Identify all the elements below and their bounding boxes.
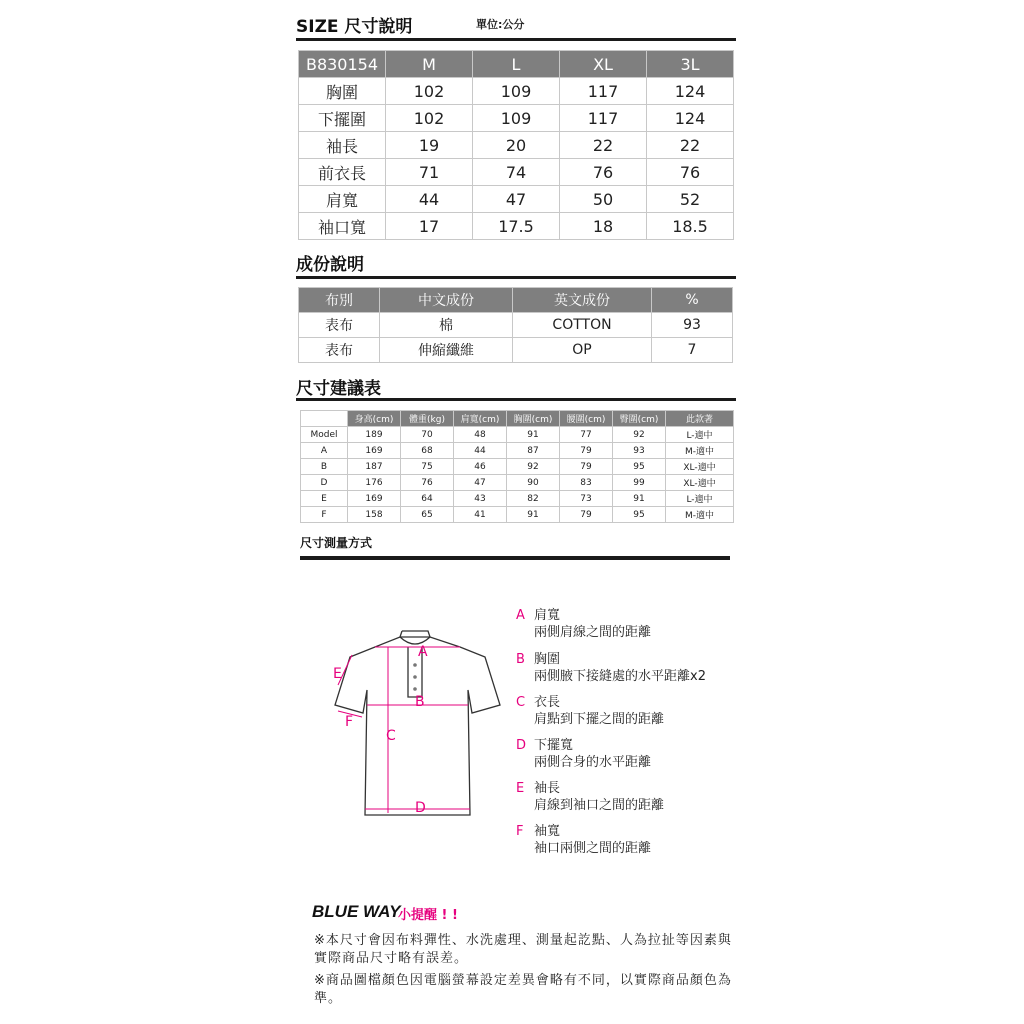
diagram-label-c: C [386, 728, 396, 744]
suggest-table-row [301, 491, 734, 507]
suggest-cell: XL-適中 [666, 475, 734, 491]
suggest-cell: XL-適中 [666, 459, 734, 475]
legend-letter: E [516, 781, 525, 796]
size-table-row [299, 186, 734, 213]
material-section-header [296, 250, 736, 279]
suggest-cell: 169 [348, 491, 401, 507]
suggest-header-cell: 肩寬(cm) [454, 411, 507, 427]
size-cell: 22 [647, 132, 734, 159]
suggest-table [300, 410, 734, 523]
size-cell: 76 [560, 159, 647, 186]
size-cell: 117 [560, 78, 647, 105]
legend-desc: 肩點到下擺之間的距離 [534, 712, 665, 727]
legend-name: 肩寬 [534, 608, 561, 623]
size-table-row [299, 213, 734, 240]
diagram-label-f: F [345, 714, 354, 730]
suggest-cell: 92 [507, 459, 560, 475]
material-cell: OP [513, 338, 652, 363]
diagram-label-e: E [333, 666, 342, 682]
legend-letter: A [516, 608, 525, 623]
legend-desc: 兩側腋下接縫處的水平距離x2 [534, 669, 706, 684]
material-cell: 7 [652, 338, 733, 363]
material-table-row [299, 313, 733, 338]
diagram-label-a: A [418, 644, 428, 660]
suggest-header-cell: 臀圍(cm) [613, 411, 666, 427]
suggest-header-cell: 腰圍(cm) [560, 411, 613, 427]
size-cell: 袖口寬 [299, 213, 386, 240]
suggest-cell: 169 [348, 443, 401, 459]
suggest-cell: 65 [401, 507, 454, 523]
suggest-cell: Model [301, 427, 348, 443]
suggest-cell: 44 [454, 443, 507, 459]
suggest-cell: L-適中 [666, 427, 734, 443]
material-section-title: 成份說明 [296, 255, 364, 275]
size-table-row [299, 105, 734, 132]
legend-letter: F [516, 824, 524, 839]
suggest-cell: 47 [454, 475, 507, 491]
size-cell: 102 [386, 78, 473, 105]
suggest-cell: 83 [560, 475, 613, 491]
suggest-cell: 79 [560, 507, 613, 523]
size-cell: 下擺圍 [299, 105, 386, 132]
suggest-table-row [301, 507, 734, 523]
suggest-header-cell: 體重(kg) [401, 411, 454, 427]
suggest-header-cell: 此款著 [666, 411, 734, 427]
legend-desc: 袖口兩側之間的距離 [534, 841, 652, 856]
legend-item-d [516, 737, 651, 771]
legend-name: 袖長 [534, 781, 561, 796]
size-table-row [299, 78, 734, 105]
size-cell: 124 [647, 78, 734, 105]
legend-item-c [516, 694, 664, 728]
size-cell: 胸圍 [299, 78, 386, 105]
reminder-note-2: ※商品圖檔顏色因電腦螢幕設定差異會略有不同，以實際商品顏色為準。 [314, 973, 732, 1006]
suggest-table-row [301, 443, 734, 459]
suggest-header-cell [301, 411, 348, 427]
size-cell: 20 [473, 132, 560, 159]
suggest-cell: 90 [507, 475, 560, 491]
legend-item-a [516, 607, 651, 641]
measure-section-header [300, 532, 730, 560]
shirt-buttons [413, 663, 417, 691]
size-cell: 109 [473, 105, 560, 132]
measure-section-title: 尺寸測量方式 [300, 536, 373, 550]
suggest-cell: D [301, 475, 348, 491]
legend-letter: B [516, 652, 525, 667]
material-table [298, 287, 733, 363]
size-cell: 109 [473, 78, 560, 105]
size-section-header [296, 12, 736, 41]
legend-item-f [516, 823, 651, 857]
suggest-cell: 79 [560, 443, 613, 459]
suggest-cell: 187 [348, 459, 401, 475]
material-cell: COTTON [513, 313, 652, 338]
size-header-cell: XL [560, 51, 647, 78]
unit-label: 單位:公分 [476, 18, 525, 31]
size-cell: 18 [560, 213, 647, 240]
material-cell: 棉 [380, 313, 513, 338]
suggest-table-row [301, 475, 734, 491]
size-header-cell: 3L [647, 51, 734, 78]
suggest-table-row [301, 459, 734, 475]
suggest-cell: 68 [401, 443, 454, 459]
reminder-label: 小提醒 ! ! [398, 908, 458, 923]
suggest-cell: 176 [348, 475, 401, 491]
suggest-cell: 91 [507, 427, 560, 443]
size-cell: 18.5 [647, 213, 734, 240]
size-cell: 17.5 [473, 213, 560, 240]
size-cell: 22 [560, 132, 647, 159]
size-table [298, 50, 734, 240]
material-header-cell: 中文成份 [380, 288, 513, 313]
size-table-row [299, 132, 734, 159]
suggest-cell: M-適中 [666, 443, 734, 459]
suggest-cell: 75 [401, 459, 454, 475]
legend-name: 下擺寬 [534, 738, 574, 753]
size-header-cell: L [473, 51, 560, 78]
brand-logo: BLUE WAY [312, 902, 401, 921]
measure-lines [338, 647, 470, 813]
suggest-cell: E [301, 491, 348, 507]
size-cell: 71 [386, 159, 473, 186]
size-cell: 17 [386, 213, 473, 240]
suggest-cell: 87 [507, 443, 560, 459]
suggest-cell: 41 [454, 507, 507, 523]
material-cell: 93 [652, 313, 733, 338]
legend-item-b [516, 651, 706, 685]
legend-letter: C [516, 695, 526, 710]
size-header-cell: B830154 [299, 51, 386, 78]
suggest-cell: 46 [454, 459, 507, 475]
size-cell: 74 [473, 159, 560, 186]
suggest-cell: 95 [613, 507, 666, 523]
legend-letter: D [516, 738, 527, 753]
suggest-header-cell: 身高(cm) [348, 411, 401, 427]
suggest-cell: 158 [348, 507, 401, 523]
suggest-cell: M-適中 [666, 507, 734, 523]
legend-item-e [516, 780, 664, 814]
size-cell: 19 [386, 132, 473, 159]
size-cell: 47 [473, 186, 560, 213]
diagram-label-b: B [415, 694, 425, 710]
suggest-cell: 77 [560, 427, 613, 443]
size-cell: 102 [386, 105, 473, 132]
suggest-section-title: 尺寸建議表 [296, 379, 381, 399]
material-cell: 伸縮纖維 [380, 338, 513, 363]
material-table-row [299, 338, 733, 363]
legend-desc: 肩線到袖口之間的距離 [534, 798, 665, 813]
suggest-cell: 43 [454, 491, 507, 507]
suggest-cell: 76 [401, 475, 454, 491]
suggest-cell: 91 [613, 491, 666, 507]
suggest-cell: B [301, 459, 348, 475]
size-cell: 肩寬 [299, 186, 386, 213]
suggest-cell: 64 [401, 491, 454, 507]
material-cell: 表布 [299, 313, 380, 338]
suggest-cell: 48 [454, 427, 507, 443]
size-header-cell: M [386, 51, 473, 78]
suggest-cell: 91 [507, 507, 560, 523]
legend-name: 袖寬 [534, 824, 561, 839]
legend-desc: 兩側肩線之間的距離 [534, 625, 652, 640]
suggest-cell: 95 [613, 459, 666, 475]
suggest-cell: L-適中 [666, 491, 734, 507]
diagram-label-d: D [415, 800, 426, 816]
size-table-row [299, 159, 734, 186]
size-cell: 50 [560, 186, 647, 213]
suggest-cell: 92 [613, 427, 666, 443]
suggest-cell: 73 [560, 491, 613, 507]
suggest-section-header [296, 374, 736, 401]
material-table-header-row [299, 288, 733, 313]
legend-name: 胸圍 [534, 652, 561, 667]
size-cell: 44 [386, 186, 473, 213]
suggest-table-header-row [301, 411, 734, 427]
suggest-cell: F [301, 507, 348, 523]
size-cell: 76 [647, 159, 734, 186]
suggest-header-cell: 胸圍(cm) [507, 411, 560, 427]
legend-name: 衣長 [534, 695, 561, 710]
suggest-cell: 79 [560, 459, 613, 475]
material-cell: 表布 [299, 338, 380, 363]
suggest-table-row [301, 427, 734, 443]
size-section-title: SIZE 尺寸說明 [296, 17, 413, 37]
size-cell: 117 [560, 105, 647, 132]
size-cell: 袖長 [299, 132, 386, 159]
material-header-cell: % [652, 288, 733, 313]
suggest-cell: 99 [613, 475, 666, 491]
suggest-cell: 189 [348, 427, 401, 443]
size-cell: 124 [647, 105, 734, 132]
suggest-cell: 82 [507, 491, 560, 507]
size-table-header-row [299, 51, 734, 78]
suggest-cell: A [301, 443, 348, 459]
material-header-cell: 布別 [299, 288, 380, 313]
reminder-note-1: ※本尺寸會因布料彈性、水洗處理、測量起訖點、人為拉扯等因素與實際商品尺寸略有誤差。 [314, 933, 732, 966]
legend-desc: 兩側合身的水平距離 [534, 755, 652, 770]
suggest-cell: 70 [401, 427, 454, 443]
size-cell: 前衣長 [299, 159, 386, 186]
size-cell: 52 [647, 186, 734, 213]
material-header-cell: 英文成份 [513, 288, 652, 313]
suggest-cell: 93 [613, 443, 666, 459]
